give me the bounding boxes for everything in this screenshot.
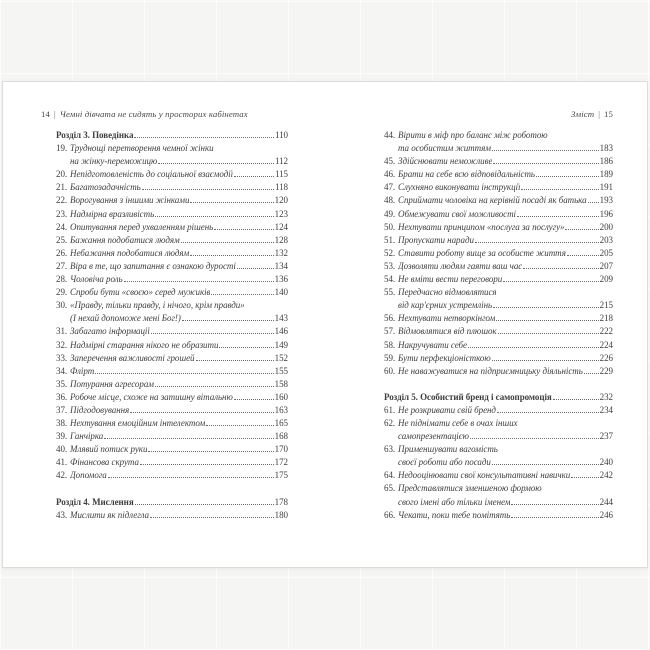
toc-chapter-row (384, 391, 613, 404)
entry-title: Розділ 5. Особистий бренд і самопромоція (384, 391, 552, 402)
entry-page-number: 222 (599, 326, 613, 337)
entry-number: 33. (56, 352, 68, 363)
dot-leader (493, 160, 598, 164)
toc-entry-row (56, 469, 288, 482)
entry-page-number: 112 (274, 156, 288, 167)
toc-entry-row (384, 273, 613, 286)
header-separator: | (598, 110, 600, 119)
entry-number: 42. (56, 470, 68, 481)
dot-leader (135, 501, 274, 505)
entry-page-number: 134 (274, 260, 288, 271)
toc-entry-row (56, 404, 288, 417)
dot-leader (190, 252, 273, 256)
entry-title: Бажання подобатися людям (70, 234, 180, 245)
entry-title: Передчасно відмовлятися (398, 287, 497, 298)
book-title: Чемні дівчата не сидять у просторих кабінетах (59, 109, 248, 119)
entry-title: Бути перфекціоністкою (398, 352, 491, 363)
left-folio-number: 14 (41, 109, 50, 119)
entry-page-number: 244 (599, 496, 613, 507)
entry-number: 52. (384, 247, 396, 258)
entry-title: Заперечення важливості грошей (70, 352, 195, 363)
toc-left-column (56, 129, 288, 522)
entry-title: Пропускати наради (398, 234, 474, 245)
toc-entry-row (56, 417, 288, 430)
dot-leader (492, 357, 599, 361)
entry-page-number: 160 (274, 391, 288, 402)
entry-number: 26. (56, 247, 68, 258)
entry-number: 62. (384, 417, 396, 428)
toc-entry-row (384, 286, 613, 299)
entry-title: Применшувати вагомість (398, 444, 498, 455)
entry-page-number: 136 (274, 274, 288, 285)
dot-leader (497, 409, 599, 413)
running-header-left (41, 108, 288, 121)
toc-entry-row (56, 509, 288, 522)
entry-number: 34. (56, 365, 68, 376)
dot-leader (571, 474, 598, 478)
toc-entry-row (384, 168, 613, 181)
dot-leader (588, 199, 599, 203)
dot-leader (567, 252, 599, 256)
entry-page-number: 152 (274, 352, 288, 363)
entry-number: 59. (384, 352, 396, 363)
entry-number: 27. (56, 260, 68, 271)
entry-title: Флірт (70, 365, 95, 376)
toc-entry-row (384, 155, 613, 168)
entry-page-number: 205 (599, 247, 613, 258)
toc-entry-row (56, 168, 288, 181)
entry-page-number: 163 (274, 404, 288, 415)
entry-number: 65. (384, 483, 396, 494)
entry-page-number: 140 (274, 287, 288, 298)
dot-leader (108, 474, 274, 478)
toc-entry-row (56, 378, 288, 391)
dot-leader (536, 173, 599, 177)
entry-title: (І нехай допоможе мені Бог!) (70, 313, 181, 324)
entry-title: Накручувати себе (398, 339, 467, 350)
toc-entry-row (384, 194, 613, 207)
toc-entry-row (56, 286, 288, 299)
toc-entry-row (384, 142, 613, 155)
dot-leader (498, 330, 599, 334)
entry-number: 54. (384, 274, 396, 285)
entry-title: Надмірні старання нікого не образити (70, 339, 219, 350)
toc-entry-row (56, 142, 288, 155)
entry-page-number: 110 (274, 130, 288, 140)
toc-entry-row (384, 221, 613, 234)
toc-entry-row (384, 469, 613, 482)
toc-entry-row (56, 221, 288, 234)
entry-page-number: 175 (274, 470, 288, 481)
toc-entry-row (56, 339, 288, 352)
toc-entry-row (384, 260, 613, 273)
entry-page-number: 237 (599, 431, 613, 442)
entry-page-number: 207 (599, 260, 613, 271)
entry-title: Чоловіча роль (70, 274, 123, 285)
toc-entry-row (56, 260, 288, 273)
entry-number: 28. (56, 274, 68, 285)
entry-number: 23. (56, 208, 68, 219)
dot-leader (196, 357, 274, 361)
toc-entry-row (384, 234, 613, 247)
toc-entry-row (56, 247, 288, 260)
book-spread-page (2, 81, 648, 568)
entry-number: 49. (384, 208, 396, 219)
dot-leader (511, 501, 598, 505)
entry-title: Допомога (70, 470, 107, 481)
entry-number: 35. (56, 378, 68, 389)
entry-number: 38. (56, 418, 68, 429)
toc-entry-row (56, 443, 288, 456)
entry-page-number: 218 (599, 313, 613, 324)
entry-number: 60. (384, 365, 396, 376)
entry-title: самопрезентацією (398, 431, 469, 442)
toc-entry-row (384, 208, 613, 221)
entry-number: 19. (56, 143, 68, 154)
toc-entry-row (56, 312, 288, 325)
entry-title: Фінансова скрута (70, 457, 139, 468)
dot-leader (237, 265, 274, 269)
entry-page-number: 224 (599, 339, 613, 350)
dot-leader (493, 304, 599, 308)
toc-chapter-row (56, 129, 288, 142)
entry-number: 55. (384, 287, 396, 298)
dot-leader (155, 383, 274, 387)
entry-number: 39. (56, 431, 68, 442)
entry-number: 37. (56, 404, 68, 415)
entry-number: 29. (56, 287, 68, 298)
entry-number: 53. (384, 260, 396, 271)
toc-entry-row (384, 430, 613, 443)
toc-section-gap (56, 483, 288, 496)
entry-page-number: 128 (274, 234, 288, 245)
entry-number: 43. (56, 509, 68, 520)
entry-page-number: 178 (274, 496, 288, 507)
dot-leader (523, 265, 598, 269)
entry-page-number: 200 (599, 221, 613, 232)
dot-leader (182, 317, 274, 321)
dot-leader (468, 344, 599, 348)
entry-page-number: 183 (599, 143, 613, 154)
dot-leader (565, 226, 598, 230)
entry-page-number: 132 (274, 247, 288, 258)
dot-leader (470, 435, 599, 439)
dot-leader (503, 278, 598, 282)
entry-page-number: 123 (274, 208, 288, 219)
entry-number: 58. (384, 339, 396, 350)
dot-leader (553, 396, 599, 400)
entry-page-number: 146 (274, 326, 288, 337)
entry-title: Труднощі перетворення чемної жінки (70, 143, 214, 154)
toc-entry-row (56, 365, 288, 378)
entry-number: 51. (384, 234, 396, 245)
entry-number: 56. (384, 313, 396, 324)
dot-leader (521, 186, 598, 190)
entry-title: своєї роботи або посади (398, 457, 491, 468)
toc-entry-row (384, 352, 613, 365)
entry-title: свого імені або тільки іменем (398, 496, 511, 507)
entry-title: Відмовлятися від плюшок (398, 326, 497, 337)
entry-page-number: 120 (274, 195, 288, 206)
entry-title: на жінку-переможицю (70, 156, 158, 167)
right-page (384, 108, 613, 522)
dot-leader (104, 435, 273, 439)
entry-number: 30. (56, 300, 68, 311)
entry-title: Ставити роботу вище за особисте життя (398, 247, 566, 258)
toc-entry-row (384, 404, 613, 417)
dot-leader (206, 422, 273, 426)
dot-leader (142, 186, 274, 190)
entry-page-number: 191 (599, 182, 613, 193)
entry-title: Опитування перед ухваленням рішень (70, 221, 214, 232)
entry-title: Мислити як підлегла (70, 509, 149, 520)
dot-leader (148, 448, 273, 452)
toc-entry-row (56, 155, 288, 168)
toc-entry-row (384, 247, 613, 260)
entry-number: 61. (384, 404, 396, 415)
dot-leader (155, 213, 274, 217)
entry-number: 47. (384, 182, 396, 193)
entry-page-number: 186 (599, 156, 613, 167)
entry-page-number: 232 (599, 391, 613, 402)
entry-number: 63. (384, 444, 396, 455)
toc-right-column (384, 129, 613, 522)
toc-entry-row (384, 299, 613, 312)
entry-page-number: 215 (599, 300, 613, 311)
entry-title: від кар'єрних устремлінь (398, 300, 493, 311)
entry-title: Робоче місце, схоже на затишну вітальню (70, 391, 233, 402)
toc-entry-row (384, 482, 613, 495)
toc-entry-row (56, 352, 288, 365)
dot-leader (151, 330, 274, 334)
entry-page-number: 165 (274, 418, 288, 429)
entry-page-number: 189 (599, 169, 613, 180)
toc-entry-row (56, 273, 288, 286)
entry-title: Багатозадачність (70, 182, 141, 193)
entry-title: Вірити в міф про баланс між роботою (398, 130, 548, 140)
entry-number: 45. (384, 156, 396, 167)
entry-page-number: 180 (274, 509, 288, 520)
toc-entry-row (384, 417, 613, 430)
toc-entry-row (56, 299, 288, 312)
left-page (41, 108, 288, 522)
entry-title: Нехтувати нетворкінгом (398, 313, 496, 324)
entry-title: Розділ 3. Поведінка (56, 130, 134, 140)
entry-page-number: 246 (599, 509, 613, 520)
entry-title: Не піднімати себе в очах інших (398, 417, 518, 428)
dot-leader (134, 134, 274, 138)
dot-leader (211, 291, 273, 295)
entry-title: Потурання агресорам (70, 378, 154, 389)
dot-leader (511, 514, 598, 518)
entry-number: 22. (56, 195, 68, 206)
entry-page-number: 168 (274, 431, 288, 442)
entry-page-number: 196 (599, 208, 613, 219)
dot-leader (214, 226, 273, 230)
entry-title: Нехтування емоційним інтелектом (70, 418, 206, 429)
entry-page-number: 229 (599, 365, 613, 376)
entry-title: Брати на себе всю відповідальність (398, 169, 535, 180)
dot-leader (158, 160, 274, 164)
section-title: Зміст (571, 109, 595, 119)
entry-page-number: 143 (274, 313, 288, 324)
entry-number: 46. (384, 169, 396, 180)
toc-entry-row (384, 509, 613, 522)
right-folio-number: 15 (604, 109, 613, 119)
entry-number: 64. (384, 470, 396, 481)
toc-entry-row (384, 312, 613, 325)
entry-title: Представлятися зменшеною формою (398, 483, 542, 494)
dot-leader (492, 147, 599, 151)
dot-leader (190, 199, 273, 203)
entry-title: Непідготовленість до соціальної взаємодії (70, 169, 234, 180)
entry-title: Забагато інформації (70, 326, 150, 337)
dot-leader (492, 461, 599, 465)
toc-entry-row (56, 234, 288, 247)
entry-page-number: 234 (599, 404, 613, 415)
entry-title: Млявий потиск руки (70, 444, 148, 455)
entry-number: 40. (56, 444, 68, 455)
dot-leader (234, 396, 274, 400)
dot-leader (181, 239, 274, 243)
dot-leader (234, 173, 274, 177)
entry-page-number: 172 (274, 457, 288, 468)
toc-entry-row (56, 325, 288, 338)
toc-section-gap (384, 378, 613, 391)
header-separator: | (54, 110, 56, 119)
entry-title: та особистим життям (398, 143, 491, 154)
dot-leader (496, 317, 598, 321)
toc-entry-row (384, 129, 613, 142)
toc-entry-row (384, 181, 613, 194)
entry-title: Віра в те, що запитання є ознакою дурості (70, 260, 236, 271)
entry-title: Небажання подобатися людям (70, 247, 190, 258)
entry-title: Не вміти вести переговори (398, 274, 503, 285)
entry-number: 24. (56, 221, 68, 232)
entry-page-number: 155 (274, 365, 288, 376)
entry-title: Спроби бути «своєю» серед мужиків (70, 287, 211, 298)
entry-number: 41. (56, 457, 68, 468)
entry-number: 44. (384, 130, 396, 140)
entry-page-number: 124 (274, 221, 288, 232)
entry-title: Ворогування з іншими жінками (70, 195, 190, 206)
entry-title: Сприймати чоловіка на керівній посаді як батька (398, 195, 587, 206)
entry-number: 32. (56, 339, 68, 350)
entry-title: «Правду, тільки правду, і нічого, крім правди» (70, 300, 245, 311)
entry-number: 50. (384, 221, 396, 232)
toc-entry-row (56, 208, 288, 221)
dot-leader (475, 239, 599, 243)
entry-page-number: 193 (599, 195, 613, 206)
entry-number: 66. (384, 509, 396, 520)
entry-page-number: 226 (599, 352, 613, 363)
entry-title: Не розкривати свій бренд (398, 404, 496, 415)
entry-title: Слухняно виконувати інструкції (398, 182, 521, 193)
dot-leader (584, 370, 599, 374)
toc-entry-row (56, 456, 288, 469)
toc-entry-row (384, 456, 613, 469)
entry-title: Обмежувати свої можливості (398, 208, 516, 219)
entry-number: 31. (56, 326, 68, 337)
entry-page-number: 149 (274, 339, 288, 350)
dot-leader (124, 278, 274, 282)
entry-page-number: 242 (599, 470, 613, 481)
toc-entry-row (384, 325, 613, 338)
entry-title: Здійснювати неможливе (398, 156, 493, 167)
entry-number: 20. (56, 169, 68, 180)
dot-leader (140, 461, 274, 465)
dot-leader (130, 409, 273, 413)
toc-chapter-row (56, 496, 288, 509)
entry-page-number: 203 (599, 234, 613, 245)
toc-entry-row (56, 194, 288, 207)
entry-title: Ганчірка (70, 431, 104, 442)
entry-number: 21. (56, 182, 68, 193)
entry-number: 57. (384, 326, 396, 337)
dot-leader (95, 370, 273, 374)
toc-entry-row (384, 365, 613, 378)
dot-leader (517, 213, 599, 217)
entry-title: Недооцінювати свої консультативні навички (398, 470, 571, 481)
entry-title: Підгодовування (70, 404, 130, 415)
toc-entry-row (384, 496, 613, 509)
entry-title: Надмірна вразливість (70, 208, 155, 219)
entry-page-number: 240 (599, 457, 613, 468)
entry-page-number: 209 (599, 274, 613, 285)
toc-entry-row (384, 339, 613, 352)
entry-title: Чекати, поки тебе помітять (398, 509, 511, 520)
entry-page-number: 115 (274, 169, 288, 180)
toc-entry-row (384, 443, 613, 456)
entry-number: 48. (384, 195, 396, 206)
dot-leader (150, 514, 274, 518)
entry-page-number: 170 (274, 444, 288, 455)
running-header-right (384, 108, 613, 121)
dot-leader (219, 344, 273, 348)
entry-number: 36. (56, 391, 68, 402)
entry-number: 25. (56, 234, 68, 245)
toc-entry-row (56, 391, 288, 404)
entry-title: Розділ 4. Мислення (56, 496, 134, 507)
entry-page-number: 158 (274, 378, 288, 389)
entry-title: Нехтувати принципом «послуга за послугу» (398, 221, 565, 232)
entry-title: Дозволяти людям гаяти ваш час (398, 260, 523, 271)
entry-page-number: 118 (274, 182, 288, 193)
toc-entry-row (56, 430, 288, 443)
toc-entry-row (56, 181, 288, 194)
entry-title: Не наважуватися на підприємницьку діяльність (398, 365, 583, 376)
